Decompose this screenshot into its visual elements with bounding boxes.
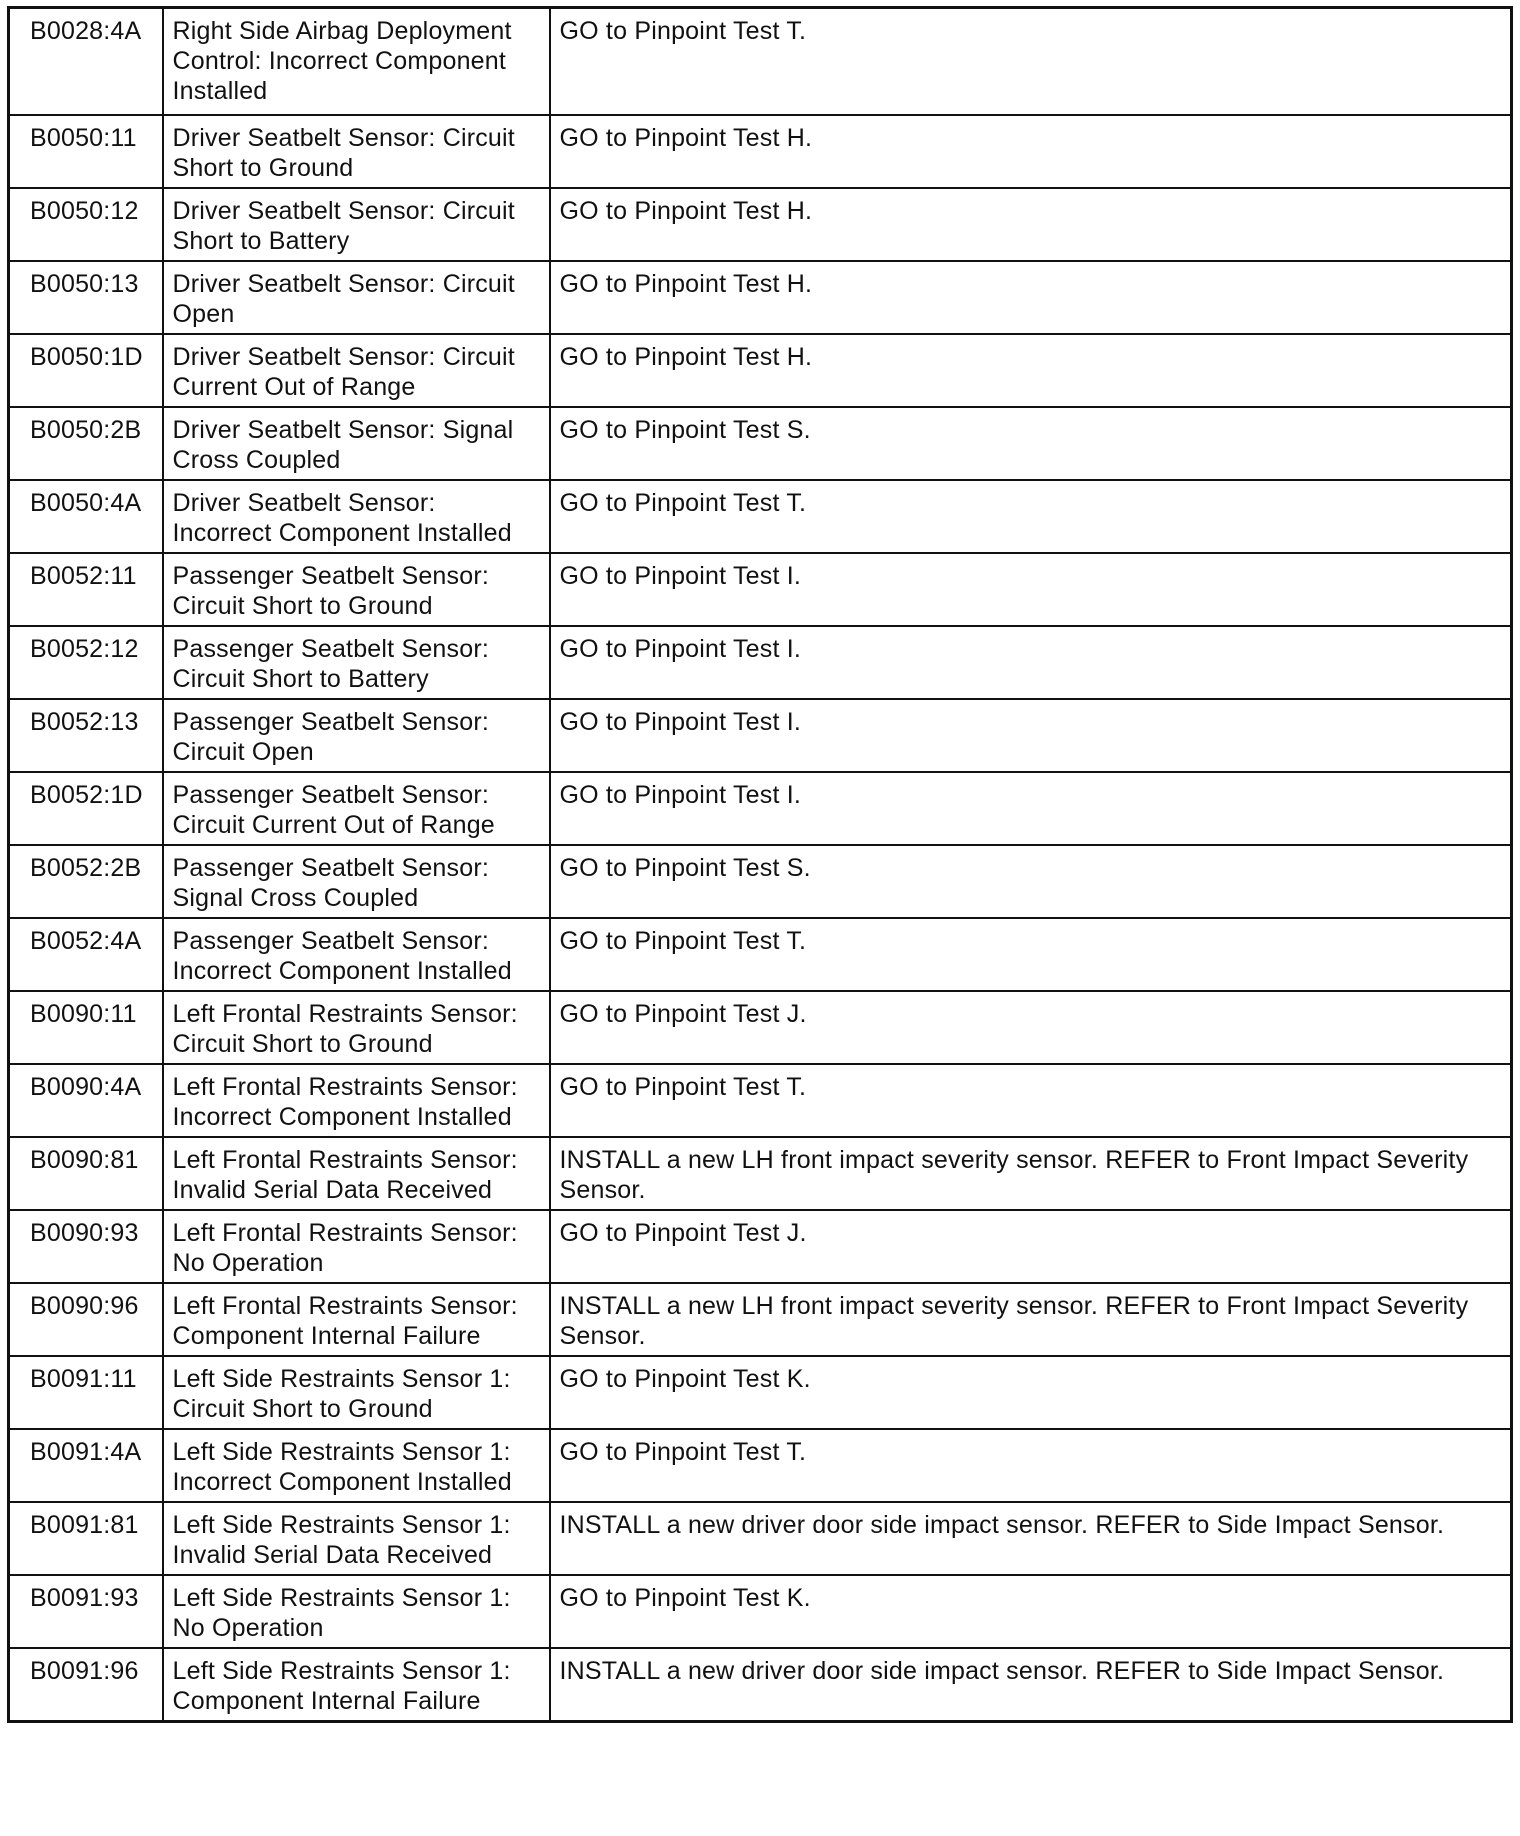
description-cell: Passenger Seatbelt Sensor: Circuit Open xyxy=(163,699,550,772)
dtc-code-cell: B0090:4A xyxy=(9,1064,163,1137)
dtc-code-cell: B0091:4A xyxy=(9,1429,163,1502)
description-cell: Driver Seatbelt Sensor: Circuit Current Out of Range xyxy=(163,334,550,407)
table-row xyxy=(9,1210,1512,1283)
action-cell: GO to Pinpoint Test H. xyxy=(550,188,1512,261)
table-row xyxy=(9,991,1512,1064)
table-row xyxy=(9,553,1512,626)
description-cell: Left Frontal Restraints Sensor: Incorrect Component Installed xyxy=(163,1064,550,1137)
dtc-code-cell: B0050:13 xyxy=(9,261,163,334)
action-cell: GO to Pinpoint Test I. xyxy=(550,553,1512,626)
description-cell: Left Frontal Restraints Sensor: Component Internal Failure xyxy=(163,1283,550,1356)
description-cell: Driver Seatbelt Sensor: Circuit Open xyxy=(163,261,550,334)
dtc-code-cell: B0090:96 xyxy=(9,1283,163,1356)
action-cell: GO to Pinpoint Test H. xyxy=(550,334,1512,407)
dtc-code-cell: B0052:1D xyxy=(9,772,163,845)
action-cell: INSTALL a new LH front impact severity sensor. REFER to Front Impact Severity Sensor. xyxy=(550,1283,1512,1356)
table-row xyxy=(9,8,1512,115)
dtc-code-cell: B0091:11 xyxy=(9,1356,163,1429)
action-cell: GO to Pinpoint Test J. xyxy=(550,1210,1512,1283)
table-row xyxy=(9,699,1512,772)
action-cell: GO to Pinpoint Test T. xyxy=(550,1064,1512,1137)
action-cell: GO to Pinpoint Test K. xyxy=(550,1575,1512,1648)
dtc-code-cell: B0091:96 xyxy=(9,1648,163,1722)
action-cell: GO to Pinpoint Test I. xyxy=(550,772,1512,845)
table-row xyxy=(9,115,1512,188)
dtc-code-cell: B0090:81 xyxy=(9,1137,163,1210)
dtc-code-cell: B0052:12 xyxy=(9,626,163,699)
dtc-code-cell: B0050:11 xyxy=(9,115,163,188)
action-cell: GO to Pinpoint Test J. xyxy=(550,991,1512,1064)
description-cell: Driver Seatbelt Sensor: Circuit Short to Battery xyxy=(163,188,550,261)
table-row xyxy=(9,334,1512,407)
table-row xyxy=(9,772,1512,845)
description-cell: Passenger Seatbelt Sensor: Signal Cross Coupled xyxy=(163,845,550,918)
table-row xyxy=(9,1137,1512,1210)
action-cell: GO to Pinpoint Test I. xyxy=(550,626,1512,699)
table-row xyxy=(9,1064,1512,1137)
table-row xyxy=(9,261,1512,334)
action-cell: GO to Pinpoint Test S. xyxy=(550,407,1512,480)
dtc-code-cell: B0050:4A xyxy=(9,480,163,553)
table-row xyxy=(9,188,1512,261)
dtc-table xyxy=(7,6,1513,1723)
description-cell: Driver Seatbelt Sensor: Signal Cross Coupled xyxy=(163,407,550,480)
description-cell: Left Frontal Restraints Sensor: Invalid Serial Data Received xyxy=(163,1137,550,1210)
action-cell: INSTALL a new LH front impact severity sensor. REFER to Front Impact Severity Sensor. xyxy=(550,1137,1512,1210)
dtc-code-cell: B0052:13 xyxy=(9,699,163,772)
action-cell: GO to Pinpoint Test H. xyxy=(550,115,1512,188)
dtc-code-cell: B0050:1D xyxy=(9,334,163,407)
description-cell: Left Frontal Restraints Sensor: No Operation xyxy=(163,1210,550,1283)
dtc-code-cell: B0090:11 xyxy=(9,991,163,1064)
dtc-code-cell: B0028:4A xyxy=(9,8,163,115)
description-cell: Left Side Restraints Sensor 1: No Operation xyxy=(163,1575,550,1648)
table-row xyxy=(9,918,1512,991)
description-cell: Left Side Restraints Sensor 1: Component Internal Failure xyxy=(163,1648,550,1722)
action-cell: INSTALL a new driver door side impact sensor. REFER to Side Impact Sensor. xyxy=(550,1648,1512,1722)
description-cell: Driver Seatbelt Sensor: Circuit Short to Ground xyxy=(163,115,550,188)
action-cell: GO to Pinpoint Test I. xyxy=(550,699,1512,772)
action-cell: GO to Pinpoint Test T. xyxy=(550,480,1512,553)
table-row xyxy=(9,407,1512,480)
table-row xyxy=(9,1283,1512,1356)
description-cell: Passenger Seatbelt Sensor: Incorrect Component Installed xyxy=(163,918,550,991)
table-row xyxy=(9,626,1512,699)
dtc-code-cell: B0052:4A xyxy=(9,918,163,991)
table-row xyxy=(9,1502,1512,1575)
action-cell: GO to Pinpoint Test H. xyxy=(550,261,1512,334)
table-row xyxy=(9,1648,1512,1722)
description-cell: Left Side Restraints Sensor 1: Invalid Serial Data Received xyxy=(163,1502,550,1575)
description-cell: Passenger Seatbelt Sensor: Circuit Short to Battery xyxy=(163,626,550,699)
dtc-code-cell: B0090:93 xyxy=(9,1210,163,1283)
dtc-code-cell: B0050:2B xyxy=(9,407,163,480)
description-cell: Left Side Restraints Sensor 1: Circuit Short to Ground xyxy=(163,1356,550,1429)
action-cell: GO to Pinpoint Test S. xyxy=(550,845,1512,918)
dtc-code-cell: B0091:93 xyxy=(9,1575,163,1648)
table-row xyxy=(9,845,1512,918)
table-row xyxy=(9,1575,1512,1648)
description-cell: Left Frontal Restraints Sensor: Circuit Short to Ground xyxy=(163,991,550,1064)
dtc-code-cell: B0052:11 xyxy=(9,553,163,626)
description-cell: Passenger Seatbelt Sensor: Circuit Current Out of Range xyxy=(163,772,550,845)
dtc-table-body xyxy=(9,8,1512,1722)
action-cell: GO to Pinpoint Test K. xyxy=(550,1356,1512,1429)
dtc-code-cell: B0052:2B xyxy=(9,845,163,918)
action-cell: INSTALL a new driver door side impact sensor. REFER to Side Impact Sensor. xyxy=(550,1502,1512,1575)
action-cell: GO to Pinpoint Test T. xyxy=(550,8,1512,115)
action-cell: GO to Pinpoint Test T. xyxy=(550,1429,1512,1502)
description-cell: Left Side Restraints Sensor 1: Incorrect Component Installed xyxy=(163,1429,550,1502)
table-row xyxy=(9,1429,1512,1502)
description-cell: Right Side Airbag Deployment Control: Incorrect Component Installed xyxy=(163,8,550,115)
action-cell: GO to Pinpoint Test T. xyxy=(550,918,1512,991)
dtc-code-cell: B0050:12 xyxy=(9,188,163,261)
table-row xyxy=(9,1356,1512,1429)
table-row xyxy=(9,480,1512,553)
description-cell: Driver Seatbelt Sensor: Incorrect Component Installed xyxy=(163,480,550,553)
dtc-code-cell: B0091:81 xyxy=(9,1502,163,1575)
description-cell: Passenger Seatbelt Sensor: Circuit Short to Ground xyxy=(163,553,550,626)
